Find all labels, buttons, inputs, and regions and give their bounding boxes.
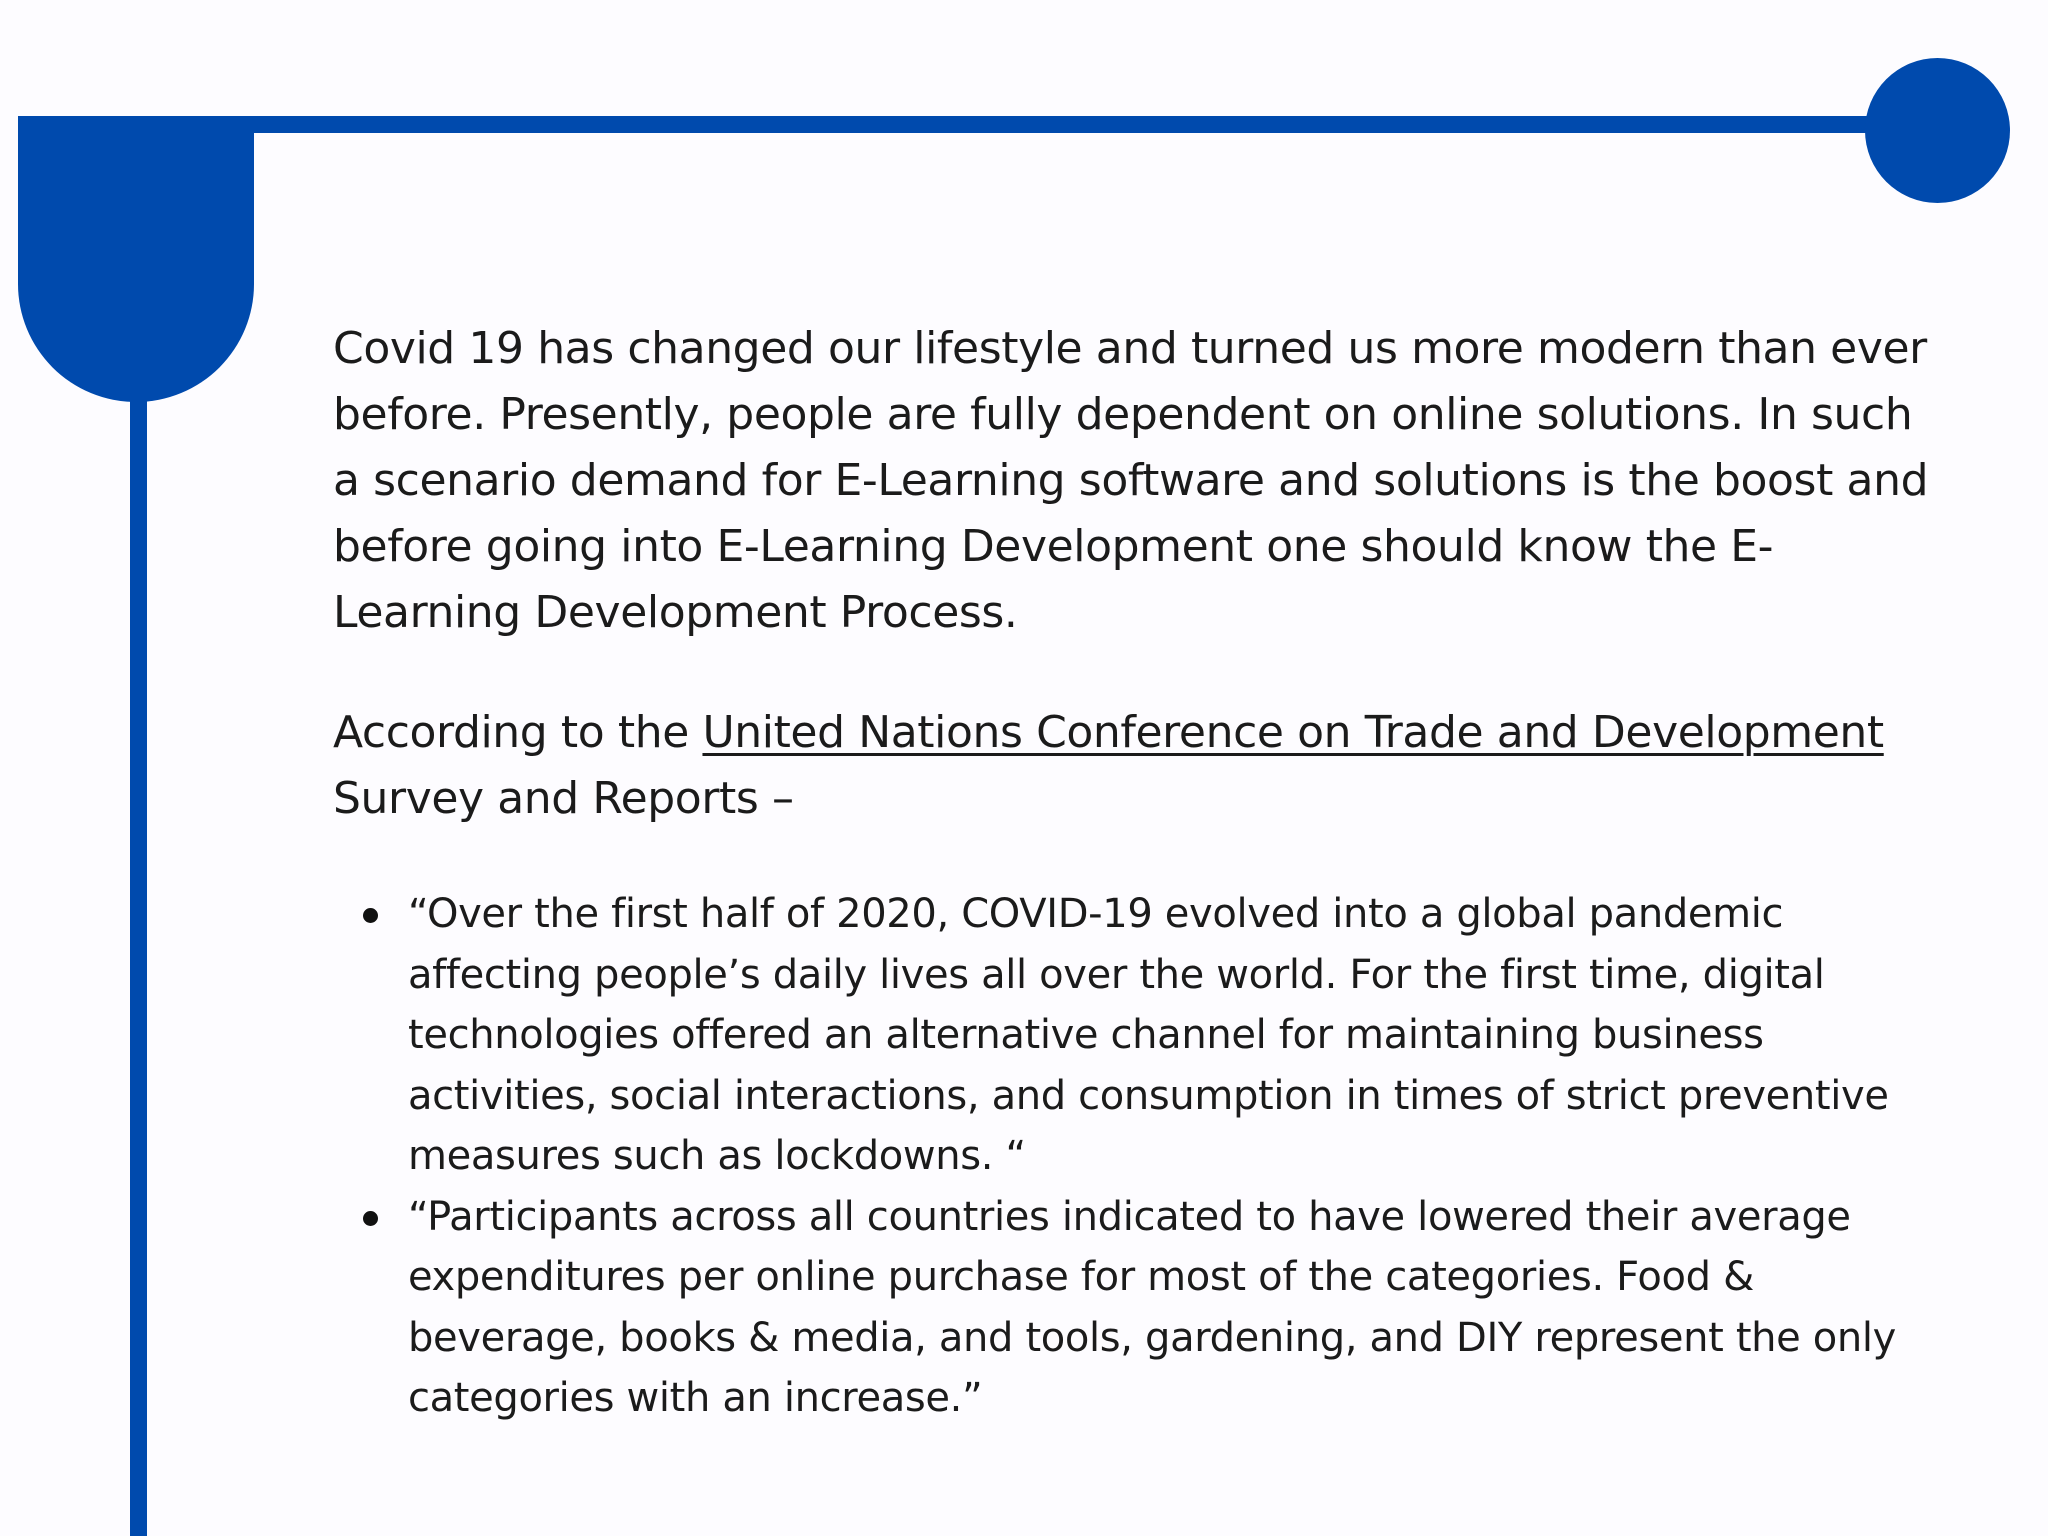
intro-paragraph: Covid 19 has changed our lifestyle and turned us more modern than ever before. Presently, people are fully dependent on online solutions. In such a scenario demand for E-Learning software and solutions is the boost and before going into E-Learning Development one should know the E-Learning Development Process. <box>333 323 1929 638</box>
source-prefix: According to the <box>333 707 703 758</box>
bullet-icon <box>363 908 378 923</box>
quote-text: “Participants across all countries indicated to have lowered their average expenditures per online purchase for most of the categories. Food & beverage, books & media, and tools, gardening, and DIY represent the only categories with an increase.” <box>408 1193 1896 1421</box>
source-paragraph <box>333 700 1933 832</box>
unctad-link[interactable]: United Nations Conference on Trade and Development <box>702 707 1884 758</box>
list-item <box>333 1187 1933 1429</box>
half-round-accent-shape <box>18 116 254 402</box>
circle-accent-shape <box>1865 58 2010 203</box>
top-accent-line <box>18 116 1938 133</box>
source-suffix: Survey and Reports – <box>333 773 794 824</box>
quote-list <box>333 884 1933 1429</box>
bullet-icon <box>363 1211 378 1226</box>
article-content <box>333 316 1933 1429</box>
quote-text: “Over the first half of 2020, COVID-19 evolved into a global pandemic affecting people’s daily lives all over the world. For the first time, digital technologies offered an alternative channel for maintaining business activities, social interactions, and consumption in times of strict preventive measures such as lockdowns. “ <box>408 891 1889 1179</box>
left-accent-line <box>130 380 147 1536</box>
list-item <box>333 884 1933 1187</box>
